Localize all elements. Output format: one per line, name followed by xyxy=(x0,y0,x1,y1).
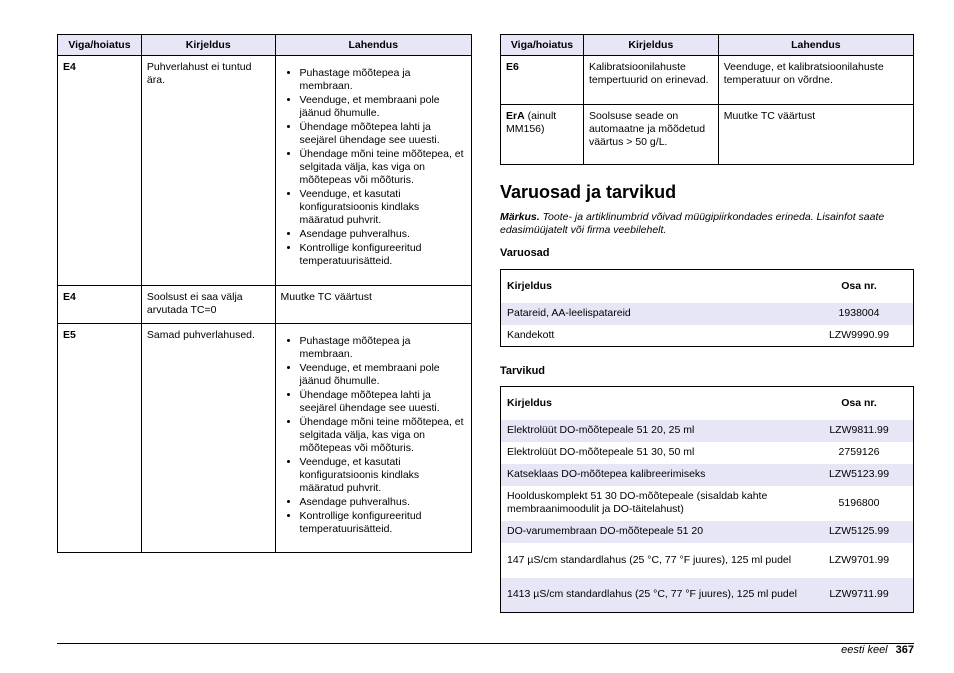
section-title: Varuosad ja tarvikud xyxy=(500,182,677,202)
error-code: E4 xyxy=(58,56,142,286)
error-code-note: (ainult MM156) xyxy=(506,110,557,135)
col-header-solution: Lahendus xyxy=(718,35,913,56)
part-number: LZW9711.99 xyxy=(805,578,914,613)
part-number: LZW9990.99 xyxy=(828,328,890,341)
accessories-table xyxy=(500,386,914,613)
error-code-cell xyxy=(501,105,584,165)
part-number: 2759126 xyxy=(838,446,880,458)
part-description: Patareid, AA-leelispatareid xyxy=(501,303,806,325)
part-number: LZW9811.99 xyxy=(805,420,914,442)
list-item: • Asendage puhveralhus. xyxy=(300,496,466,509)
spare-parts-table xyxy=(500,269,914,347)
part-description: DO-varumembraan DO-mõõtepeale 51 20 xyxy=(501,521,806,543)
note-paragraph xyxy=(500,211,916,237)
table-row xyxy=(501,56,914,105)
part-number: LZW5125.99 xyxy=(805,521,914,543)
error-solution: Muutke TC väärtust xyxy=(275,286,471,324)
list-item: • Asendage puhveralhus. xyxy=(300,228,466,241)
error-solution xyxy=(275,56,471,286)
part-description: Elektrolüüt DO-mõõtepeale 51 30, 50 ml xyxy=(507,446,695,458)
col-header-error: Viga/hoiatus xyxy=(58,35,142,56)
col-header-description: Kirjeldus xyxy=(141,35,275,56)
col-header-error: Viga/hoiatus xyxy=(501,35,584,56)
table-row xyxy=(501,420,914,442)
col-header-solution: Lahendus xyxy=(275,35,471,56)
troubleshooting-table-right xyxy=(500,34,914,165)
col-header-description: Kirjeldus xyxy=(507,396,552,409)
col-header-part-number: Osa nr. xyxy=(841,279,877,292)
table-row xyxy=(501,521,914,543)
part-number: 5196800 xyxy=(838,496,880,509)
table-row xyxy=(501,442,914,464)
error-solution: Muutke TC väärtust xyxy=(718,105,913,165)
table-row xyxy=(501,464,914,486)
table-header-row xyxy=(501,35,914,56)
part-description: Elektrolüüt DO-mõõtepeale 51 20, 25 ml xyxy=(501,420,806,442)
col-header-description: Kirjeldus xyxy=(507,279,552,292)
part-description: 1413 µS/cm standardlahus (25 °C, 77 °F juures), 125 ml pudel xyxy=(501,578,806,613)
spare-parts-heading: Varuosad xyxy=(500,247,550,259)
part-description: 147 µS/cm standardlahus (25 °C, 77 °F juures), 125 ml pudel xyxy=(507,553,792,566)
list-item: • Puhastage mõõtepea ja membraan. xyxy=(300,67,466,93)
error-code: E6 xyxy=(506,61,519,73)
list-item: • Kontrollige konfigureeritud temperatuurisätteid. xyxy=(300,510,466,536)
error-description: Kalibratsioonilahuste tempertuurid on erinevad. xyxy=(583,56,718,105)
col-header-description: Kirjeldus xyxy=(583,35,718,56)
solution-list xyxy=(281,335,466,536)
list-item: • Puhastage mõõtepea ja membraan. xyxy=(300,335,466,361)
page-number: 367 xyxy=(895,644,914,656)
list-item: • Ühendage mõõtepea lahti ja seejärel ühendage see uuesti. xyxy=(300,121,466,147)
accessories-heading: Tarvikud xyxy=(500,365,546,377)
part-description: Kandekott xyxy=(507,328,555,341)
table-row xyxy=(501,486,914,521)
troubleshooting-table-left xyxy=(57,34,472,553)
error-code-cell xyxy=(501,56,584,105)
list-item: • Veenduge, et membraani pole jäänud õhumulle. xyxy=(300,362,466,388)
table-row xyxy=(58,324,472,553)
error-description: Soolsust ei saa välja arvutada TC=0 xyxy=(141,286,275,324)
part-number: LZW5123.99 xyxy=(805,464,914,486)
table-row xyxy=(501,303,914,325)
list-item: • Kontrollige konfigureeritud temperatuurisätteid. xyxy=(300,242,466,268)
part-number: LZW9701.99 xyxy=(828,553,890,566)
table-header-row xyxy=(501,387,914,420)
error-description: Puhverlahust ei tuntud ära. xyxy=(141,56,275,286)
col-header-part-number: Osa nr. xyxy=(841,396,877,409)
part-number: 1938004 xyxy=(805,303,914,325)
footer-language: eesti keel xyxy=(841,644,888,656)
part-description: Hoolduskomplekt 51 30 DO-mõõtepeale (sisaldab kahte membraanimoodulit ja DO-täitelahust) xyxy=(507,490,768,515)
table-row xyxy=(501,543,914,578)
list-item: • Veenduge, et kasutati konfiguratsioonis kindlaks määratud puhvrit. xyxy=(300,188,466,227)
list-item: • Ühendage mõõtepea lahti ja seejärel ühendage see uuesti. xyxy=(300,389,466,415)
error-description: Soolsuse seade on automaatne ja mõõdetud väärtus > 50 g/L. xyxy=(583,105,718,165)
error-code: E5 xyxy=(58,324,142,553)
table-row xyxy=(501,578,914,613)
table-header-row xyxy=(501,270,914,303)
table-row xyxy=(501,105,914,165)
error-solution: Veenduge, et kalibratsioonilahuste temperatuur on võrdne. xyxy=(718,56,913,105)
error-code: ErA xyxy=(506,110,525,122)
list-item: • Ühendage mõni teine mõõtepea, et selgitada välja, kas viga on mõõtepeas või mõõturis. xyxy=(300,416,466,455)
note-text: Toote- ja artiklinumbrid võivad müügipiirkondades erineda. Lisainfot saate edasimüüjatelt või firma veebilehelt. xyxy=(500,211,885,236)
note-label: Märkus. xyxy=(500,211,540,223)
table-header-row xyxy=(58,35,472,56)
solution-list xyxy=(281,67,466,268)
table-row xyxy=(501,325,914,347)
error-description: Samad puhverlahused. xyxy=(141,324,275,553)
table-row xyxy=(58,56,472,286)
table-row xyxy=(58,286,472,324)
list-item: • Veenduge, et membraani pole jäänud õhumulle. xyxy=(300,94,466,120)
error-solution xyxy=(275,324,471,553)
page-footer xyxy=(841,643,914,657)
list-item: • Veenduge, et kasutati konfiguratsioonis kindlaks määratud puhvrit. xyxy=(300,456,466,495)
footer-divider xyxy=(57,643,914,644)
error-code: E4 xyxy=(58,286,142,324)
part-description: Katseklaas DO-mõõtepea kalibreerimiseks xyxy=(501,464,806,486)
list-item: • Ühendage mõni teine mõõtepea, et selgitada välja, kas viga on mõõtepeas või mõõturis. xyxy=(300,148,466,187)
